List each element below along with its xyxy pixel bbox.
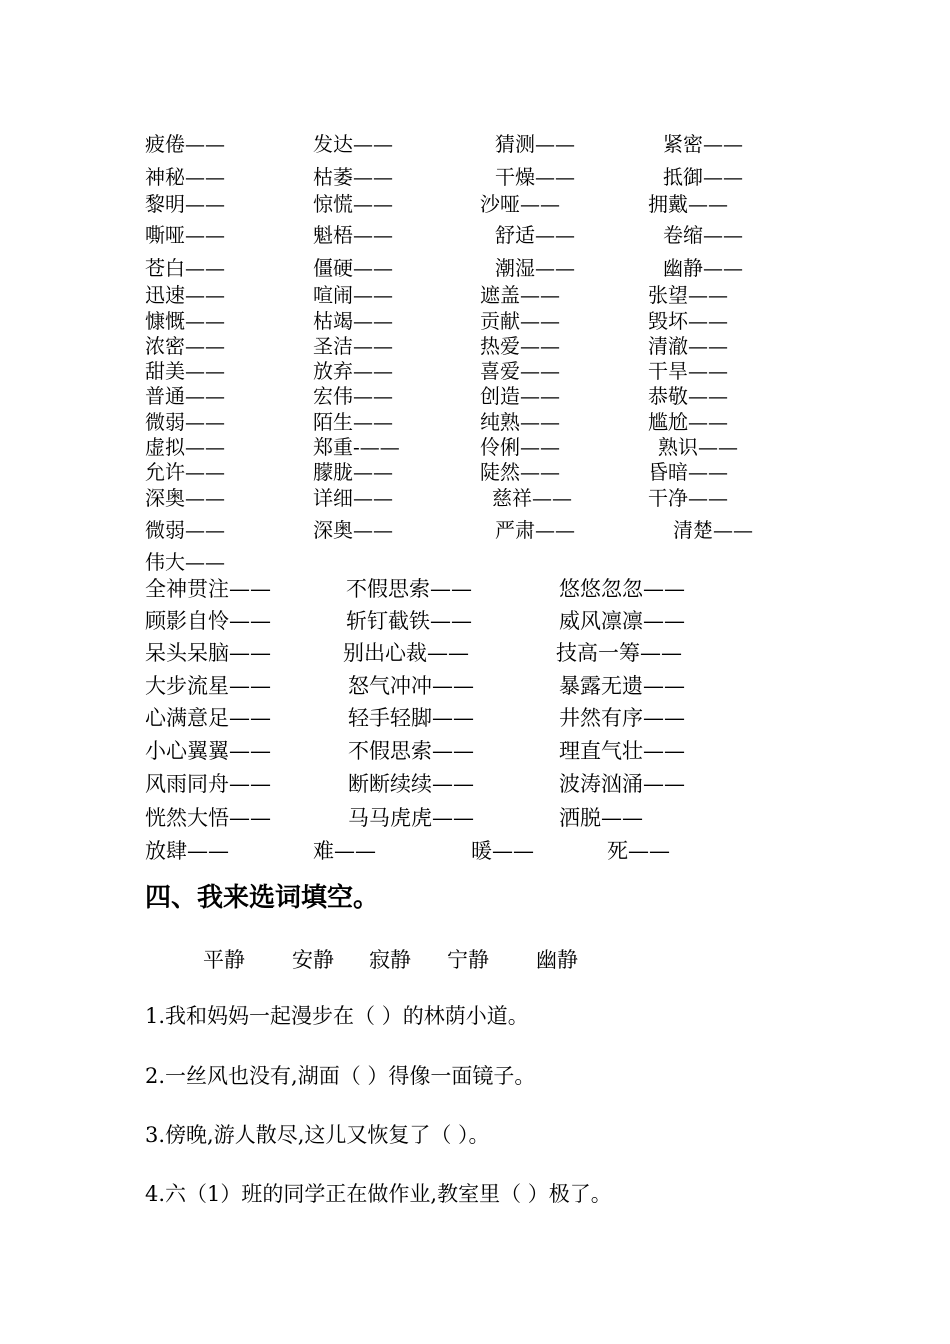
word-item: 放弃—— (313, 359, 393, 383)
word-item: 虚拟—— (145, 435, 225, 459)
sentence: 1.我和妈妈一起漫步在（ ）的林荫小道。 (145, 1004, 529, 1028)
word-item: 慈祥—— (492, 486, 572, 510)
idiom-item: 小心翼翼—— (145, 739, 271, 763)
word-item: 迅速—— (145, 283, 225, 307)
word-item: 卷缩—— (663, 223, 743, 247)
word-item: 尴尬—— (648, 410, 728, 434)
word-item: 伶俐—— (480, 435, 560, 459)
option-word: 幽静 (536, 948, 578, 972)
word-item: 干燥—— (495, 165, 575, 189)
idiom-item: 洒脱—— (559, 806, 643, 830)
word-item: 陌生—— (313, 410, 393, 434)
word-item: 深奥—— (145, 486, 225, 510)
idiom-item: 呆头呆脑—— (145, 641, 271, 665)
word-item: 魁梧—— (313, 223, 393, 247)
idiom-item: 悠悠忽忽—— (559, 577, 685, 601)
option-word: 寂静 (369, 948, 411, 972)
word-item: 甜美—— (145, 359, 225, 383)
idiom-item: 技高一筹—— (556, 641, 682, 665)
word-item: 沙哑—— (480, 192, 560, 216)
idiom-item: 怒气冲冲—— (348, 674, 474, 698)
idiom-item: 不假思索—— (348, 739, 474, 763)
word-item: 详细—— (313, 486, 393, 510)
word-item: 张望—— (648, 283, 728, 307)
idiom-item: 马马虎虎—— (348, 806, 474, 830)
word-item: 紧密—— (663, 132, 743, 156)
idiom-item: 难—— (313, 839, 376, 863)
word-item: 枯萎—— (313, 165, 393, 189)
idiom-item: 斩钉截铁—— (346, 609, 472, 633)
word-item: 圣洁—— (313, 334, 393, 358)
idiom-item: 死—— (607, 839, 670, 863)
word-item: 微弱—— (145, 518, 225, 542)
word-item: 幽静—— (663, 256, 743, 280)
word-item: 严肃—— (495, 518, 575, 542)
word-item: 惊慌—— (313, 192, 393, 216)
idiom-item: 理直气壮—— (559, 739, 685, 763)
word-item: 浓密—— (145, 334, 225, 358)
word-item: 陡然—— (480, 460, 560, 484)
word-item: 干旱—— (648, 359, 728, 383)
idiom-item: 别出心裁—— (343, 641, 469, 665)
word-item: 微弱—— (145, 410, 225, 434)
word-item: 黎明—— (145, 192, 225, 216)
word-item: 疲倦—— (145, 132, 225, 156)
idiom-item: 威风凛凛—— (559, 609, 685, 633)
sentence: 4.六（1）班的同学正在做作业,教室里（ ）极了。 (145, 1182, 612, 1206)
word-item: 神秘—— (145, 165, 225, 189)
word-item: 苍白—— (145, 256, 225, 280)
word-item: 清楚—— (673, 518, 753, 542)
word-item: 恭敬—— (648, 384, 728, 408)
word-item: 纯熟—— (480, 410, 560, 434)
option-word: 安静 (292, 948, 334, 972)
word-item: 喜爱—— (480, 359, 560, 383)
option-word: 宁静 (447, 948, 489, 972)
idiom-item: 顾影自怜—— (145, 609, 271, 633)
word-item: 喧闹—— (313, 283, 393, 307)
word-item: 清澈—— (648, 334, 728, 358)
word-item: 贡献—— (480, 309, 560, 333)
sentence: 3.傍晚,游人散尽,这儿又恢复了（ ）。 (145, 1123, 490, 1147)
word-item: 允许—— (145, 460, 225, 484)
word-item: 朦胧—— (313, 460, 393, 484)
word-item: 干净—— (648, 486, 728, 510)
option-word: 平静 (203, 948, 245, 972)
idiom-item: 不假思索—— (346, 577, 472, 601)
idiom-item: 轻手轻脚—— (348, 706, 474, 730)
idiom-item: 心满意足—— (145, 706, 271, 730)
word-item: 深奥—— (313, 518, 393, 542)
idiom-item: 暴露无遗—— (559, 674, 685, 698)
word-item: 猜测—— (495, 132, 575, 156)
word-item: 慷慨—— (145, 309, 225, 333)
word-item: 抵御—— (663, 165, 743, 189)
sentence: 2.一丝风也没有,湖面（ ）得像一面镜子。 (145, 1064, 536, 1088)
word-item: 嘶哑—— (145, 223, 225, 247)
word-item: 遮盖—— (480, 283, 560, 307)
idiom-item: 暖—— (471, 839, 534, 863)
word-item: 枯竭—— (313, 309, 393, 333)
section-title: 四、我来选词填空。 (145, 883, 380, 913)
idiom-item: 恍然大悟—— (145, 806, 271, 830)
word-item: 潮湿—— (495, 256, 575, 280)
idiom-item: 全神贯注—— (145, 577, 271, 601)
idiom-item: 井然有序—— (559, 706, 685, 730)
word-item: 熟识—— (658, 435, 738, 459)
word-item: 发达—— (313, 132, 393, 156)
word-item: 拥戴—— (648, 192, 728, 216)
word-item: 舒适—— (495, 223, 575, 247)
idiom-item: 断断续续—— (348, 772, 474, 796)
word-item: 伟大—— (145, 550, 225, 574)
word-item: 僵硬—— (313, 256, 393, 280)
word-item: 昏暗—— (648, 460, 728, 484)
idiom-item: 波涛汹涌—— (559, 772, 685, 796)
word-item: 宏伟—— (313, 384, 393, 408)
idiom-item: 放肆—— (145, 839, 229, 863)
idiom-item: 风雨同舟—— (145, 772, 271, 796)
word-item: 毁坏—— (648, 309, 728, 333)
idiom-item: 大步流星—— (145, 674, 271, 698)
word-item: 普通—— (145, 384, 225, 408)
word-item: 郑重-—— (313, 435, 400, 459)
word-item: 创造—— (480, 384, 560, 408)
word-item: 热爱—— (480, 334, 560, 358)
